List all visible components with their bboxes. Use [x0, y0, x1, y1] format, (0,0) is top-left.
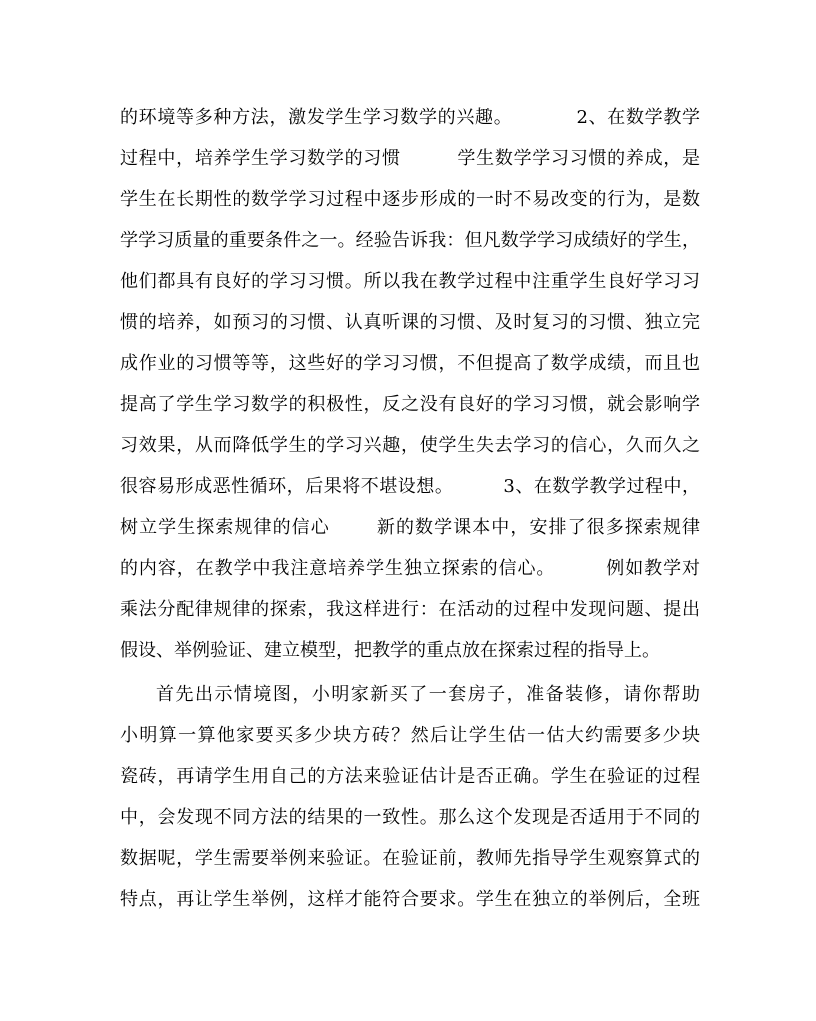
- text-segment: 提高了学生学习数学的积极性，反之没有良好的学习习惯，就会影响学: [120, 394, 700, 415]
- text-line-11: [120, 514, 700, 542]
- text-line-18: [120, 804, 700, 832]
- text-line-1: [120, 104, 700, 132]
- text-segment: 小明算一算他家要买多少块方砖？然后让学生估一估大约需要多少块: [120, 725, 700, 746]
- text-line-4: [120, 227, 700, 255]
- text-line-13: [120, 596, 700, 624]
- text-segment: 学学习质量的重要条件之一。经验告诉我：但凡数学学习成绩好的学生，: [120, 230, 700, 251]
- text-segment: 特点，再让学生举例，这样才能符合要求。学生在独立的举例后，全班: [120, 889, 700, 910]
- text-segment: 例如教学对: [605, 558, 700, 579]
- text-segment: 学生在长期性的数学学习过程中逐步形成的一时不易改变的行为，是数: [120, 189, 700, 210]
- text-line-16: [120, 722, 700, 750]
- text-line-10: [120, 473, 700, 501]
- text-segment: 乘法分配律规律的探索，我这样进行：在活动的过程中发现问题、提出: [120, 599, 700, 620]
- text-line-3: [120, 186, 700, 214]
- text-segment: 树立学生探索规律的信心: [120, 517, 330, 538]
- text-line-17: [120, 763, 700, 791]
- text-segment: 惯的培养，如预习的习惯、认真听课的习惯、及时复习的习惯、独立完: [120, 312, 700, 333]
- text-line-6: [120, 309, 700, 337]
- text-segment: 新的数学课本中，安排了很多探索规律: [375, 517, 700, 538]
- text-segment: 瓷砖，再请学生用自己的方法来验证估计是否正确。学生在验证的过程: [120, 766, 700, 787]
- text-segment: 3、在数学教学过程中，: [503, 476, 700, 497]
- text-segment: 成作业的习惯等等，这些好的学习习惯，不但提高了数学成绩，而且也: [120, 353, 700, 374]
- text-line-20: [120, 886, 700, 914]
- text-segment: 假设、举例验证、建立模型，把教学的重点放在探索过程的指导上。: [120, 640, 660, 661]
- text-segment: 的内容，在教学中我注意培养学生独立探索的信心。: [120, 558, 556, 579]
- text-segment: 2、在数学教学: [576, 107, 700, 128]
- text-segment: 学生数学学习习惯的养成，是: [456, 148, 700, 169]
- text-segment: 中，会发现不同方法的结果的一致性。那么这个发现是否适用于不同的: [120, 807, 700, 828]
- text-segment: 数据呢，学生需要举例来验证。在验证前，教师先指导学生观察算式的: [120, 848, 700, 869]
- text-line-8: [120, 391, 700, 419]
- text-segment: 他们都具有良好的学习习惯。所以我在教学过程中注重学生良好学习习: [120, 271, 700, 292]
- text-line-19: [120, 845, 700, 873]
- text-segment: 习效果，从而降低学生的学习兴趣，使学生失去学习的信心，久而久之: [120, 435, 700, 456]
- text-segment: 过程中，培养学生学习数学的习惯: [120, 148, 401, 169]
- text-segment: 很容易形成恶性循环，后果将不堪设想。: [120, 476, 454, 497]
- text-segment: 的环境等多种方法，激发学生学习数学的兴趣。: [120, 107, 513, 128]
- text-line-2: [120, 145, 700, 173]
- text-segment: 首先出示情境图，小明家新买了一套房子，准备装修，请你帮助: [156, 684, 700, 705]
- text-line-15: [156, 681, 700, 709]
- text-line-14: [120, 637, 700, 665]
- text-line-5: [120, 268, 700, 296]
- text-line-12: [120, 555, 700, 583]
- text-line-9: [120, 432, 700, 460]
- text-line-7: [120, 350, 700, 378]
